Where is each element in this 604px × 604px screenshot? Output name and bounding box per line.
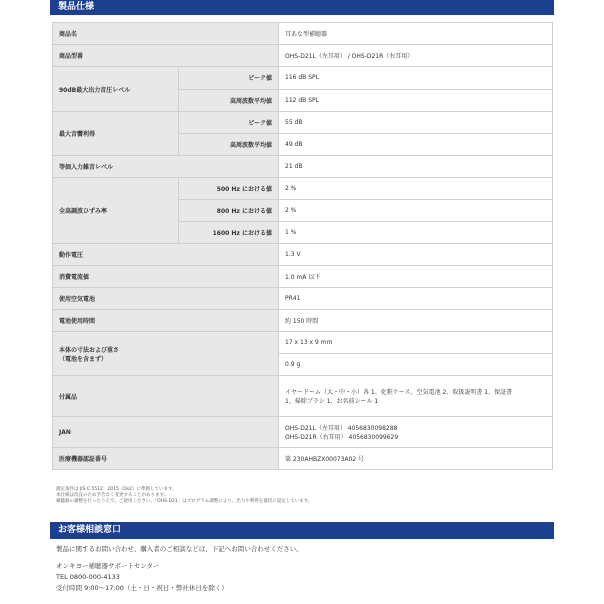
table-row [53,45,553,67]
row-value: 55 dB [279,112,553,134]
row-value: 1 % [279,222,553,244]
row-label: 商品名 [53,23,279,45]
row-label: 使用空気電池 [53,288,279,310]
row-value: 116 dB SPL [279,67,553,90]
sub-label: 500 Hz における値 [179,178,279,200]
row-label: 90dB最大出力音圧レベル [53,67,179,112]
spec-section-title: 製品仕様 [58,2,95,12]
sub-label: ピーク値 [179,67,279,90]
row-value: 1.0 mA 以下 [279,266,553,288]
row-value: 第 230AHBZX00073A02 号 [279,448,553,470]
row-label: 全高調波ひずみ率 [53,178,179,244]
value-line: OHS-D21L（左耳用） 4056830098288 [285,425,398,432]
row-label: 等価入力雑音レベル [53,156,279,178]
footnotes [56,487,552,506]
table-row [53,112,553,134]
spec-section-header [50,0,554,15]
contact-section-title: お客様相談窓口 [58,525,122,535]
contact-info [56,544,552,594]
row-value: PR41 [279,288,553,310]
table-row [53,448,553,470]
table-row [53,67,553,90]
row-label-line: （電池を含まず） [59,355,108,363]
row-value: 21 dB [279,156,553,178]
sub-label: 高周波数平均値 [179,134,279,156]
row-value: 1.3 V [279,244,553,266]
row-value: 2 % [279,200,553,222]
table-row [53,156,553,178]
contact-section-header [50,522,554,539]
row-label: JAN [53,417,279,448]
row-value: OHS-D21L（左耳用） / OHS-D21R（右耳用） [279,45,553,67]
row-value: 0.9 g [279,354,553,376]
row-label [53,332,279,376]
contact-intro: 製品に関するお問い合わせ、購入者のご相談などは、下記へお問い合わせください。 [56,545,303,553]
row-label: 最大音響利得 [53,112,179,156]
footnote: 本仕様は改良のため予告なく変更することがあります。 [56,493,169,499]
row-value: 49 dB [279,134,553,156]
row-label: 電池使用時間 [53,310,279,332]
support-hours: 受付時間 9:00～17:00（土・日・祝日・弊社休日を除く） [56,584,228,592]
table-row [53,178,553,200]
row-value [279,376,553,417]
support-center-name: オンキヨー補聴器サポートセンター [56,562,160,570]
row-value: 耳あな型補聴器 [279,23,553,45]
table-row [53,244,553,266]
row-value: 2 % [279,178,553,200]
sub-label: 800 Hz における値 [179,200,279,222]
row-value: 17 x 13 x 9 mm [279,332,553,354]
row-label: 付属品 [53,376,279,417]
row-label-line: 本体の寸法および重さ [59,346,120,354]
sub-label: 1600 Hz における値 [179,222,279,244]
row-label: 消費電流値 [53,266,279,288]
row-value: 112 dB SPL [279,89,553,112]
sub-label: ピーク値 [179,112,279,134]
value-line: イヤードーム（大・中・小）各 1、化粧ケース、空気電池 2、取扱説明書 1、保証書 [285,389,513,396]
footnote: 補聴器の調整を行ったうえで、ご使用ください。「OHS-D21」はプログラム調整により、出力や利得を適切に設定しています。 [56,499,313,505]
row-label: 商品型番 [53,45,279,67]
row-label: 動作電圧 [53,244,279,266]
row-value: 約 150 時間 [279,310,553,332]
table-row [53,417,553,448]
table-row [53,332,553,354]
table-row [53,266,553,288]
value-line: OHS-D21R（右耳用） 4056830099629 [285,434,399,441]
support-phone: TEL 0800-000-4133 [56,573,120,581]
table-row [53,288,553,310]
value-line: 1、掃除ブラシ 1、お名前シール 1 [285,398,379,405]
row-label: 医療機器認証番号 [53,448,279,470]
table-row [53,23,553,45]
footnote: 測定条件は JIS C 5512：2015（Ds2）に準拠しています。 [56,487,177,492]
table-row [53,310,553,332]
table-row [53,376,553,417]
sub-label: 高周波数平均値 [179,89,279,112]
row-value [279,417,553,448]
spec-table [52,22,553,470]
